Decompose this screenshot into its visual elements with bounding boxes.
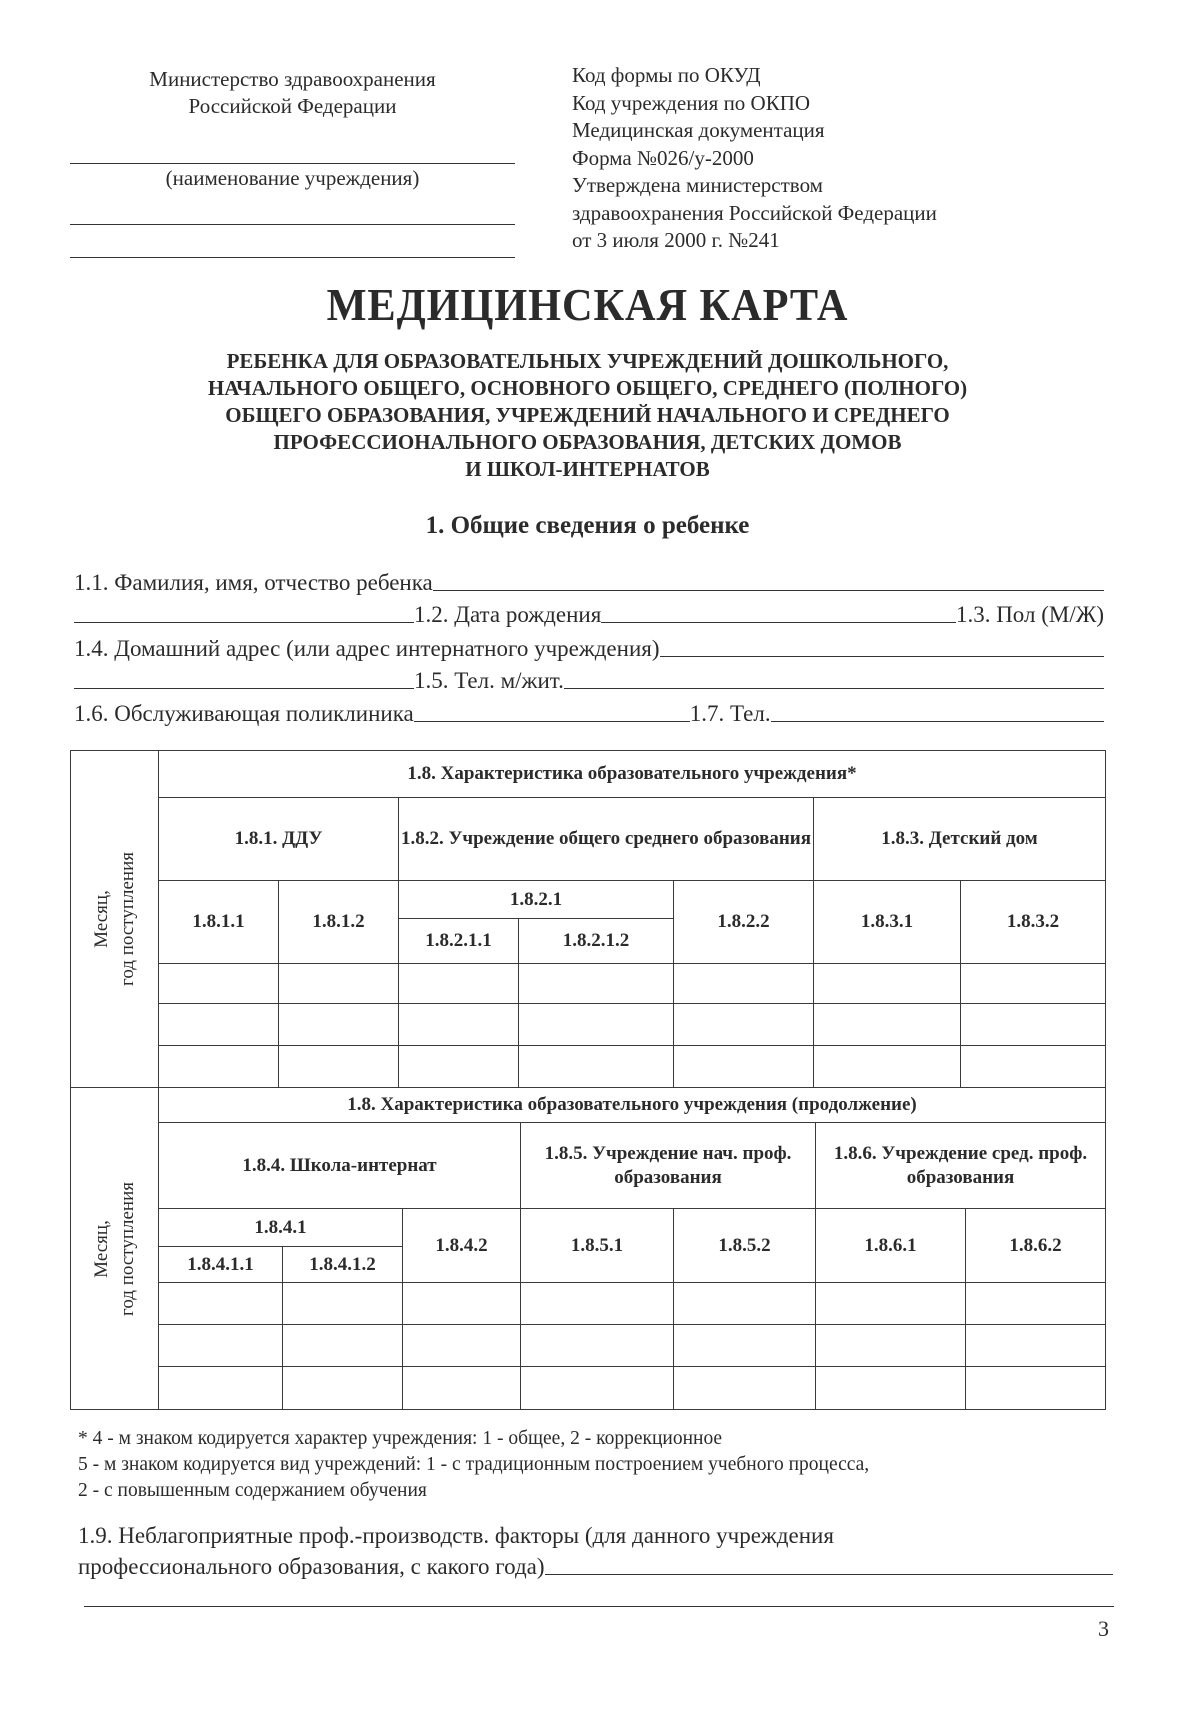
form-info-okpo: Код учреждения по ОКПО xyxy=(572,90,811,115)
table-cell[interactable] xyxy=(279,1046,399,1088)
code-1-8-4-1-2: 1.8.4.1.2 xyxy=(283,1247,403,1283)
table-cell[interactable] xyxy=(159,1046,279,1088)
table2-title: 1.8. Характеристика образовательного учреждения (продолжение) xyxy=(159,1088,1106,1123)
admission-date-header xyxy=(71,751,159,1088)
table-cell[interactable] xyxy=(279,1004,399,1046)
subtitle-line-3: ОБЩЕГО ОБРАЗОВАНИЯ, УЧРЕЖДЕНИЙ НАЧАЛЬНОГО И СРЕДНЕГО xyxy=(225,403,950,427)
form-info-date: от 3 июля 2000 г. №241 xyxy=(572,228,780,252)
table-cell[interactable] xyxy=(283,1367,403,1410)
code-1-8-6-1: 1.8.6.1 xyxy=(816,1209,966,1283)
table-row xyxy=(71,964,1106,1004)
form-info-form-number: Форма №026/у-2000 xyxy=(572,145,754,170)
table-cell[interactable] xyxy=(814,1004,961,1046)
table-cell[interactable] xyxy=(159,1325,283,1367)
table-cell[interactable] xyxy=(674,1004,814,1046)
table-cell[interactable] xyxy=(521,1325,674,1367)
table-cell[interactable] xyxy=(816,1325,966,1367)
code-1-8-3-1: 1.8.3.1 xyxy=(814,881,961,964)
table-cell[interactable] xyxy=(159,1367,283,1410)
table-cell[interactable] xyxy=(816,1283,966,1325)
code-1-8-5-1: 1.8.5.1 xyxy=(521,1209,674,1283)
table-cell[interactable] xyxy=(966,1325,1106,1367)
code-1-8-4-2: 1.8.4.2 xyxy=(403,1209,521,1283)
ministry-line-1: Министерство здравоохранения xyxy=(149,67,436,91)
institution-table-1 xyxy=(70,750,1106,1088)
birth-date-input[interactable] xyxy=(601,600,956,623)
group-general-school: 1.8.2. Учреждение общего среднего образования xyxy=(399,798,814,881)
table-cell[interactable] xyxy=(519,1004,674,1046)
table-cell[interactable] xyxy=(961,964,1106,1004)
child-name-continuation-input[interactable] xyxy=(74,600,414,623)
field-1-7-label: 1.7. Тел. xyxy=(689,701,771,726)
table-cell[interactable] xyxy=(519,964,674,1004)
code-1-8-6-2: 1.8.6.2 xyxy=(966,1209,1106,1283)
table-cell[interactable] xyxy=(961,1004,1106,1046)
field-row-1-4 xyxy=(74,632,1104,662)
table-cell[interactable] xyxy=(521,1283,674,1325)
subtitle-line-1: РЕБЕНКА ДЛЯ ОБРАЗОВАТЕЛЬНЫХ УЧРЕЖДЕНИЙ ДОШКОЛЬНОГО, xyxy=(226,349,949,373)
table1-title: 1.8. Характеристика образовательного учреждения* xyxy=(159,751,1106,798)
institution-caption: (наименование учреждения) xyxy=(165,166,420,190)
group-ddu: 1.8.1. ДДУ xyxy=(159,798,399,881)
form-info-block xyxy=(572,62,1092,255)
group-secondary-vocational: 1.8.6. Учреждение сред. проф. образования xyxy=(816,1123,1106,1209)
form-info-approved: Утверждена министерством xyxy=(572,173,823,197)
table-cell[interactable] xyxy=(816,1367,966,1410)
table-cell[interactable] xyxy=(966,1367,1106,1410)
table-cell[interactable] xyxy=(814,1046,961,1088)
table-row xyxy=(71,1367,1106,1410)
table-cell[interactable] xyxy=(674,1367,816,1410)
form-info-okud: Код формы по ОКУД xyxy=(572,63,761,87)
code-1-8-2-1-1: 1.8.2.1.1 xyxy=(399,919,519,964)
clinic-phone-input[interactable] xyxy=(771,699,1104,722)
table-cell[interactable] xyxy=(399,964,519,1004)
field-row-1-5 xyxy=(74,664,1104,694)
field-1-9-label-line-2: профессионального образования, с какого года) xyxy=(78,1554,545,1579)
table-cell[interactable] xyxy=(403,1283,521,1325)
clinic-input[interactable] xyxy=(414,699,690,722)
group-primary-vocational: 1.8.5. Учреждение нач. проф. образования xyxy=(521,1123,816,1209)
code-1-8-2-2: 1.8.2.2 xyxy=(674,881,814,964)
code-1-8-1-1: 1.8.1.1 xyxy=(159,881,279,964)
table-cell[interactable] xyxy=(403,1325,521,1367)
table-row xyxy=(71,1325,1106,1367)
table-footnote xyxy=(78,1426,1118,1504)
table-cell[interactable] xyxy=(961,1046,1106,1088)
code-1-8-2-1: 1.8.2.1 xyxy=(399,881,674,919)
institution-line-2[interactable] xyxy=(70,224,515,225)
footnote-line-1: * 4 - м знаком кодируется характер учреждения: 1 - общее, 2 - коррекционное xyxy=(78,1428,723,1449)
form-info-med-doc: Медицинская документация xyxy=(572,118,825,142)
table-cell[interactable] xyxy=(403,1367,521,1410)
field-row-1-1 xyxy=(74,566,1104,596)
code-1-8-4-1: 1.8.4.1 xyxy=(159,1209,403,1247)
field-1-9-label-line-1: 1.9. Неблагоприятные проф.-производств. факторы (для данного учреждения xyxy=(78,1523,834,1548)
field-row-1-6 xyxy=(74,697,1104,727)
code-1-8-3-2: 1.8.3.2 xyxy=(961,881,1106,964)
field-1-5-label: 1.5. Тел. м/жит. xyxy=(414,668,564,693)
table-row xyxy=(71,1004,1106,1046)
table-cell[interactable] xyxy=(674,964,814,1004)
ministry-line-2: Российской Федерации xyxy=(188,94,397,118)
institution-line-3[interactable] xyxy=(70,257,515,258)
field-row-1-2 xyxy=(74,598,1104,628)
table-cell[interactable] xyxy=(814,964,961,1004)
code-1-8-2-1-2: 1.8.2.1.2 xyxy=(519,919,674,964)
subtitle-line-4: ПРОФЕССИОНАЛЬНОГО ОБРАЗОВАНИЯ, ДЕТСКИХ ДОМОВ xyxy=(273,430,902,454)
table-cell[interactable] xyxy=(399,1004,519,1046)
table-cell[interactable] xyxy=(283,1325,403,1367)
table-cell[interactable] xyxy=(674,1325,816,1367)
admission-date-label: Месяц, год поступления xyxy=(90,852,138,986)
table-cell[interactable] xyxy=(519,1046,674,1088)
table-cell[interactable] xyxy=(159,964,279,1004)
field-1-1-label: 1.1. Фамилия, имя, отчество ребенка xyxy=(74,570,433,595)
field-1-2-label: 1.2. Дата рождения xyxy=(414,602,602,627)
ministry-header xyxy=(70,66,515,120)
form-info-ministry: здравоохранения Российской Федерации xyxy=(572,200,937,225)
table-cell[interactable] xyxy=(674,1283,816,1325)
occupational-factors-input[interactable] xyxy=(545,1552,1113,1575)
group-boarding-school: 1.8.4. Школа-интернат xyxy=(159,1123,521,1209)
table-cell[interactable] xyxy=(279,964,399,1004)
table-cell[interactable] xyxy=(159,1004,279,1046)
home-address-input[interactable] xyxy=(660,634,1104,657)
code-1-8-1-2: 1.8.1.2 xyxy=(279,881,399,964)
subtitle-line-2: НАЧАЛЬНОГО ОБЩЕГО, ОСНОВНОГО ОБЩЕГО, СРЕДНЕГО (ПОЛНОГО) xyxy=(207,376,968,400)
admission-date-label-2: Месяц, год поступления xyxy=(90,1181,138,1316)
home-phone-input[interactable] xyxy=(564,666,1104,689)
document-subtitle xyxy=(100,348,1075,483)
field-1-4-label: 1.4. Домашний адрес (или адрес интернатного учреждения) xyxy=(74,636,660,661)
child-name-input[interactable] xyxy=(433,568,1104,591)
footnote-line-3: 2 - с повышенным содержанием обучения xyxy=(78,1480,427,1501)
institution-table-2 xyxy=(70,1087,1106,1410)
table-cell[interactable] xyxy=(399,1046,519,1088)
footnote-line-2: 5 - м знаком кодируется вид учреждений: 1 - с традиционным построением учебного процесса, xyxy=(78,1454,870,1475)
subtitle-line-5: И ШКОЛ-ИНТЕРНАТОВ xyxy=(465,457,710,481)
admission-date-header-2 xyxy=(71,1088,159,1410)
page-number: 3 xyxy=(1098,1616,1109,1641)
field-1-6-label: 1.6. Обслуживающая поликлиника xyxy=(74,701,414,726)
table-cell[interactable] xyxy=(521,1367,674,1410)
table-cell[interactable] xyxy=(159,1283,283,1325)
field-1-3-label[interactable]: 1.3. Пол (М/Ж) xyxy=(955,602,1104,627)
code-1-8-4-1-1: 1.8.4.1.1 xyxy=(159,1247,283,1283)
table-cell[interactable] xyxy=(966,1283,1106,1325)
table-row xyxy=(71,1283,1106,1325)
occupational-factors-continuation-line[interactable] xyxy=(84,1606,1114,1607)
field-row-1-9 xyxy=(78,1550,1113,1580)
institution-name-line[interactable] xyxy=(70,163,515,164)
document-title: МЕДИЦИНСКАЯ КАРТА xyxy=(326,279,849,330)
table-cell[interactable] xyxy=(283,1283,403,1325)
group-orphanage: 1.8.3. Детский дом xyxy=(814,798,1106,881)
table-cell[interactable] xyxy=(674,1046,814,1088)
code-1-8-5-2: 1.8.5.2 xyxy=(674,1209,816,1283)
table-row xyxy=(71,1046,1106,1088)
home-address-continuation-input[interactable] xyxy=(74,666,414,689)
section-title: 1. Общие сведения о ребенке xyxy=(425,512,750,539)
